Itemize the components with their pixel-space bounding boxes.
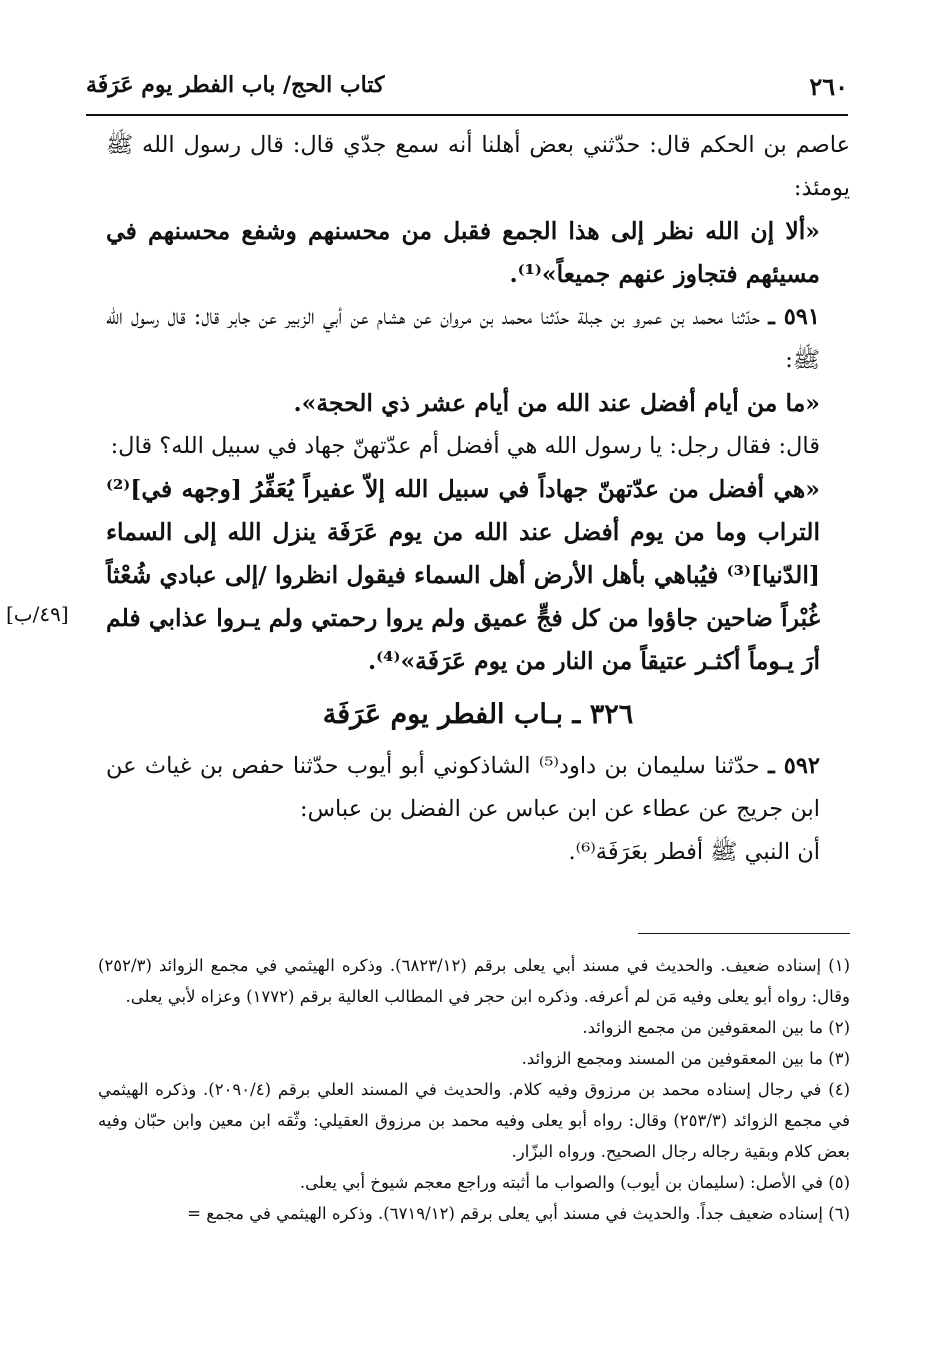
running-title: كتاب الحج/ باب الفطر يوم عَرَفَة bbox=[86, 72, 385, 98]
footnote-rule bbox=[638, 933, 850, 934]
footnote-2: (٢) ما بين المعقوفين من مجمع الزوائد. bbox=[582, 1018, 850, 1037]
chapter-heading: ٣٢٦ ـ بـاب الفطر يوم عَرَفَة bbox=[322, 699, 634, 730]
manuscript-folio-marker: [٤٩/ب] bbox=[6, 602, 69, 626]
paragraph-isnad-continuation: عاصم بن الحكم قال: حدّثني بعض أهلنا أنه سمع جدّي قال: قال رسول الله ﷺ يومئذ: bbox=[106, 132, 850, 201]
hadith-591 bbox=[106, 296, 850, 382]
hadith-quote: «ألا إن الله نظر إلى هذا الجمع فقبل من محسنهم وشفع محسنهم في مسيئهم فتجاوز عنهم جميعاً»⁽¹⁾. bbox=[106, 217, 820, 288]
hadith-number: ٥٩١ ـ bbox=[768, 304, 820, 330]
page-header bbox=[86, 72, 848, 110]
footnote-3: (٣) ما بين المعقوفين من المسند ومجمع الزوائد. bbox=[521, 1049, 850, 1068]
paragraph-question: قال: فقال رجل: يا رسول الله هي أفضل أم عدّتهنّ جهاد في سبيل الله؟ قال: bbox=[110, 433, 820, 459]
hadith-quote: «ما من أيام أفضل عند الله من أيام عشر ذي الحجة». bbox=[293, 389, 820, 417]
header-rule bbox=[86, 114, 848, 116]
footnote-4: (٤) في رجال إسناده محمد بن مرزوق وفيه كلام. والحديث في المسند العلي برقم (٢٠٩٠/٤). وذكره الهيثمي في مجمع الزوائد (٢٥٣/٣) وقال: رواه أبو يعلى وفيه محمد بن مرزوق العقيلي: وثّقه ابن معين وابن حبّان وفيه بعض كلام وبقية رجاله رجال الصحيح. ورواه البزّار. bbox=[98, 1080, 850, 1161]
main-text bbox=[106, 124, 850, 874]
hadith-isnad: حدّثنا محمد بن عمرو بن جبلة حدّثنا محمد بن مروان عن هشام عن أبي الزبير عن جابر قال: قال رسول الله ﷺ: bbox=[106, 304, 820, 373]
footnotes bbox=[98, 950, 850, 1229]
footnote-1: (١) إسناده ضعيف. والحديث في مسند أبي يعلى برقم (٦٨٢٣/١٢). وذكره الهيثمي في مجمع الزوائد (٢٥٢/٣) وقال: رواه أبو يعلى وفيه مَن لم أعرفه. وذكره ابن حجر في المطالب العالية برقم (١٧٧٢) وعزاه لأبي يعلى. bbox=[98, 956, 851, 1006]
hadith-number: ٥٩٢ ـ bbox=[768, 753, 820, 779]
footnote-6: (٦) إسناده ضعيف جداً. والحديث في مسند أبي يعلى برقم (٦٧١٩/١٢). وذكره الهيثمي في مجمع = bbox=[187, 1204, 850, 1223]
hadith-quote: «هي أفضل من عدّتهنّ جهاداً في سبيل الله إلاّ عفيراً يُعَفِّرُ [وجهه في]⁽²⁾ التراب وما من يوم أفضل عند الله من يوم عَرَفَة ينزل الله إلى السماء [الدّنيا]⁽³⁾ فيُباهي بأهل الأرض أهل السماء فيقول انظروا /إلى عبادي شُعْثاً غُبْراً ضاحين جاؤوا من كل فجٍّ عميق ولم يروا رحمتي ولم يـروا عذابي فلم أرَ يـوماً أكثـر عتيقاً من النار من يوم عَرَفَة»⁽⁴⁾. bbox=[106, 475, 820, 675]
footnote-5: (٥) في الأصل: (سليمان بن أيوب) والصواب ما أثبته وراجع معجم شيوخ أبي يعلى. bbox=[299, 1173, 850, 1192]
page-number: ٢٦٠ bbox=[809, 72, 848, 101]
paragraph-matn: أن النبي ﷺ أفطر بعَرَفَة⁽⁶⁾. bbox=[568, 839, 820, 865]
hadith-592 bbox=[106, 745, 850, 831]
hadith-isnad: حدّثنا سليمان بن داود⁽⁵⁾ الشاذكوني أبو أيوب حدّثنا حفص بن غياث عن ابن جريج عن عطاء عن ابن عباس عن الفضل بن عباس: bbox=[106, 753, 820, 822]
